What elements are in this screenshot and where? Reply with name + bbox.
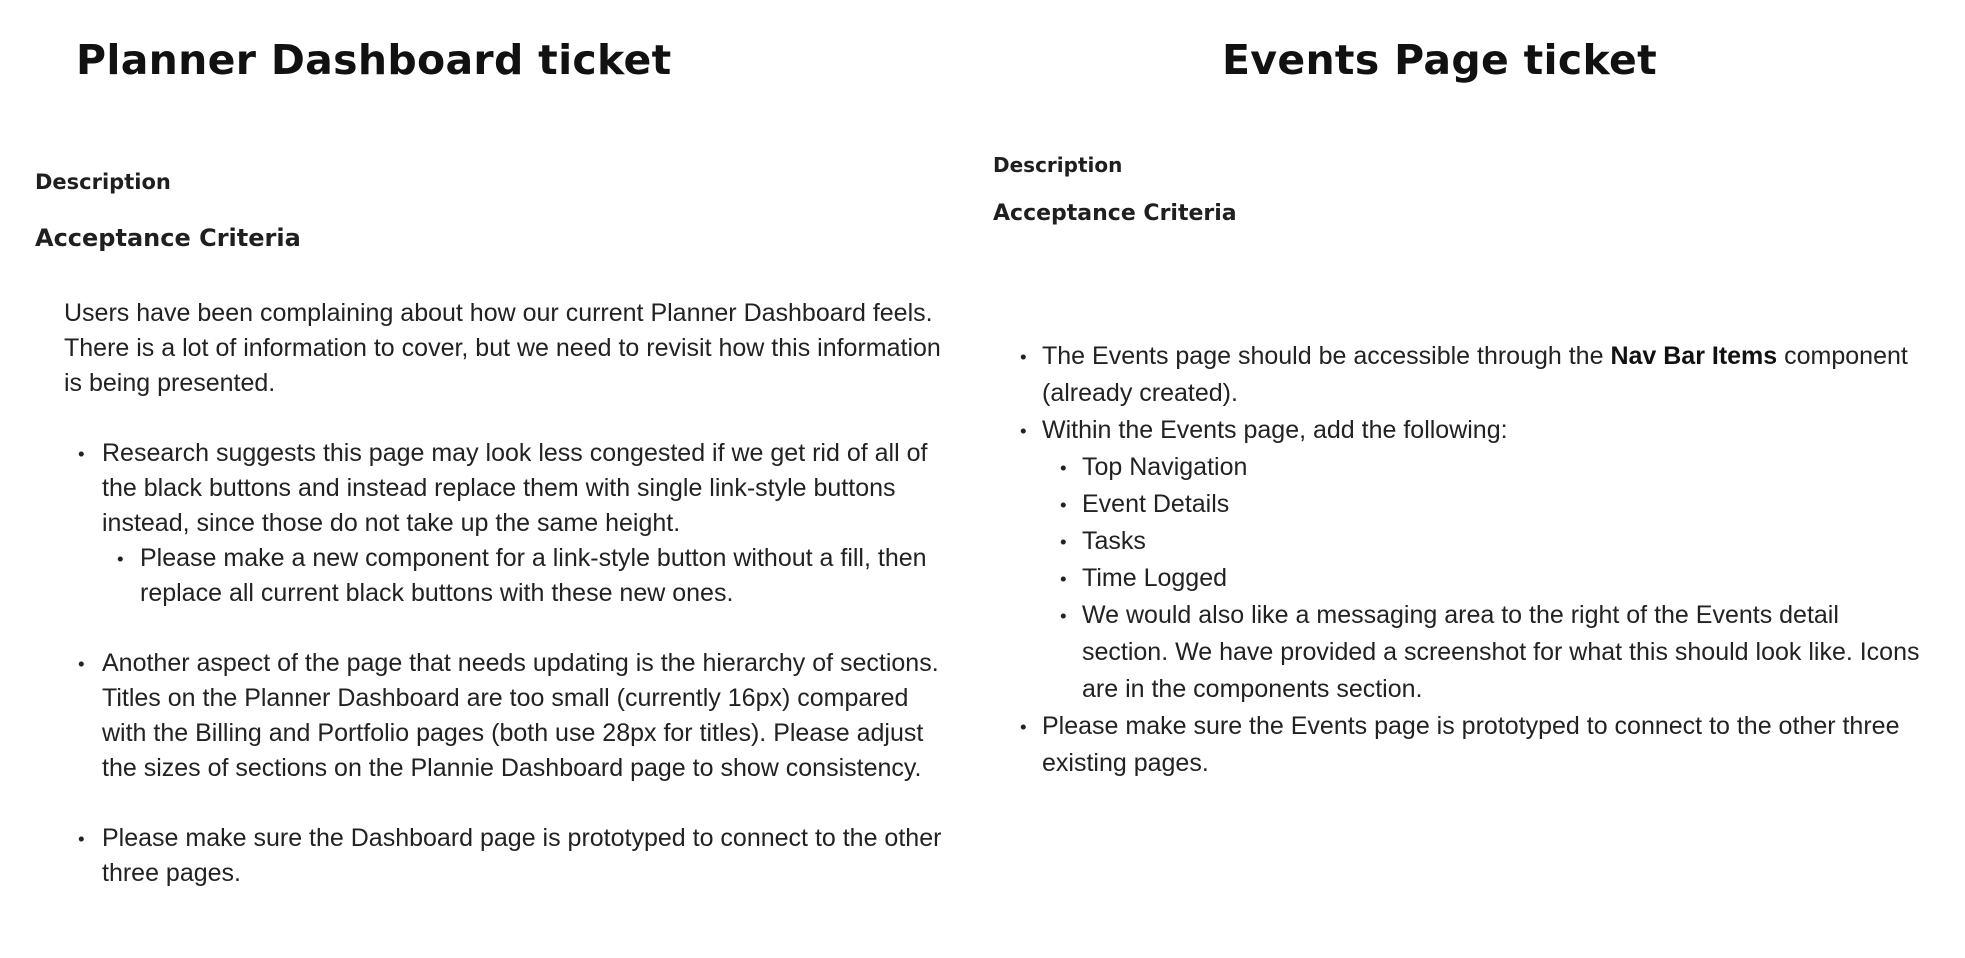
right-bullet-2-text: Within the Events page, add the following: <box>1042 416 1508 444</box>
right-bullet-2 <box>1010 412 1930 708</box>
right-sub-messaging-area: • We would also like a messaging area to the right of the Events detail section. We have provided a screenshot for what this should look like. Icons are in the components section. <box>1042 597 1930 708</box>
left-bullet-1-text: Research suggests this page may look less congested if we get rid of all of the black buttons and instead replace them with single link-style buttons instead, since those do not take up the same height. <box>102 439 928 537</box>
right-bullet-list <box>1010 338 1930 782</box>
right-acceptance-criteria-label: Acceptance Criteria <box>993 201 1237 226</box>
nav-bar-items-label: Nav Bar Items <box>1610 342 1778 370</box>
left-acceptance-criteria-label: Acceptance Criteria <box>35 224 301 252</box>
left-bullet-3 <box>64 821 944 891</box>
left-intro-paragraph: Users have been complaining about how our current Planner Dashboard feels. There is a lot of information to cover, but we need to revisit how this information is being presented. <box>64 299 941 397</box>
right-bullet-3 <box>1010 708 1930 782</box>
right-bullet-1-text-before: The Events page should be accessible through the <box>1042 342 1611 370</box>
right-ticket-body <box>1010 338 1930 782</box>
left-bullet-2-text: Another aspect of the page that needs updating is the hierarchy of sections. Titles on the Planner Dashboard are too small (currently 16px) compared with the Billing and Portfolio pages (both use 28px for titles). Please adjust the sizes of sections on the Plannie Dashboard page to show consistency. <box>102 649 939 782</box>
right-bullet-3-text: Please make sure the Events page is prototyped to connect to the other three existing pages. <box>1042 712 1900 777</box>
left-bullet-2 <box>64 646 944 786</box>
right-sub-event-details: • Event Details <box>1042 486 1930 523</box>
right-bullet-1 <box>1010 338 1930 412</box>
right-bullet-1-text-after: component (already created). <box>1042 342 1908 407</box>
events-page-ticket-title: Events Page ticket <box>1222 36 1657 84</box>
left-bullet-3-text: Please make sure the Dashboard page is prototyped to connect to the other three pages. <box>102 824 942 887</box>
left-bullet-1-sub-1: • Please make a new component for a link-style button without a fill, then replace all current black buttons with these new ones. <box>102 541 944 611</box>
left-bullet-1 <box>64 436 944 611</box>
left-bullet-1-sublist <box>102 541 944 611</box>
right-sub-tasks: • Tasks <box>1042 523 1930 560</box>
left-bullet-list <box>64 436 944 891</box>
right-sub-top-navigation: • Top Navigation <box>1042 449 1930 486</box>
right-description-label: Description <box>993 153 1123 177</box>
right-sub-time-logged: • Time Logged <box>1042 560 1930 597</box>
left-ticket-body <box>64 296 944 891</box>
planner-dashboard-ticket-title: Planner Dashboard ticket <box>76 36 672 84</box>
left-description-label: Description <box>35 170 171 194</box>
right-bullet-2-sublist <box>1042 449 1930 708</box>
